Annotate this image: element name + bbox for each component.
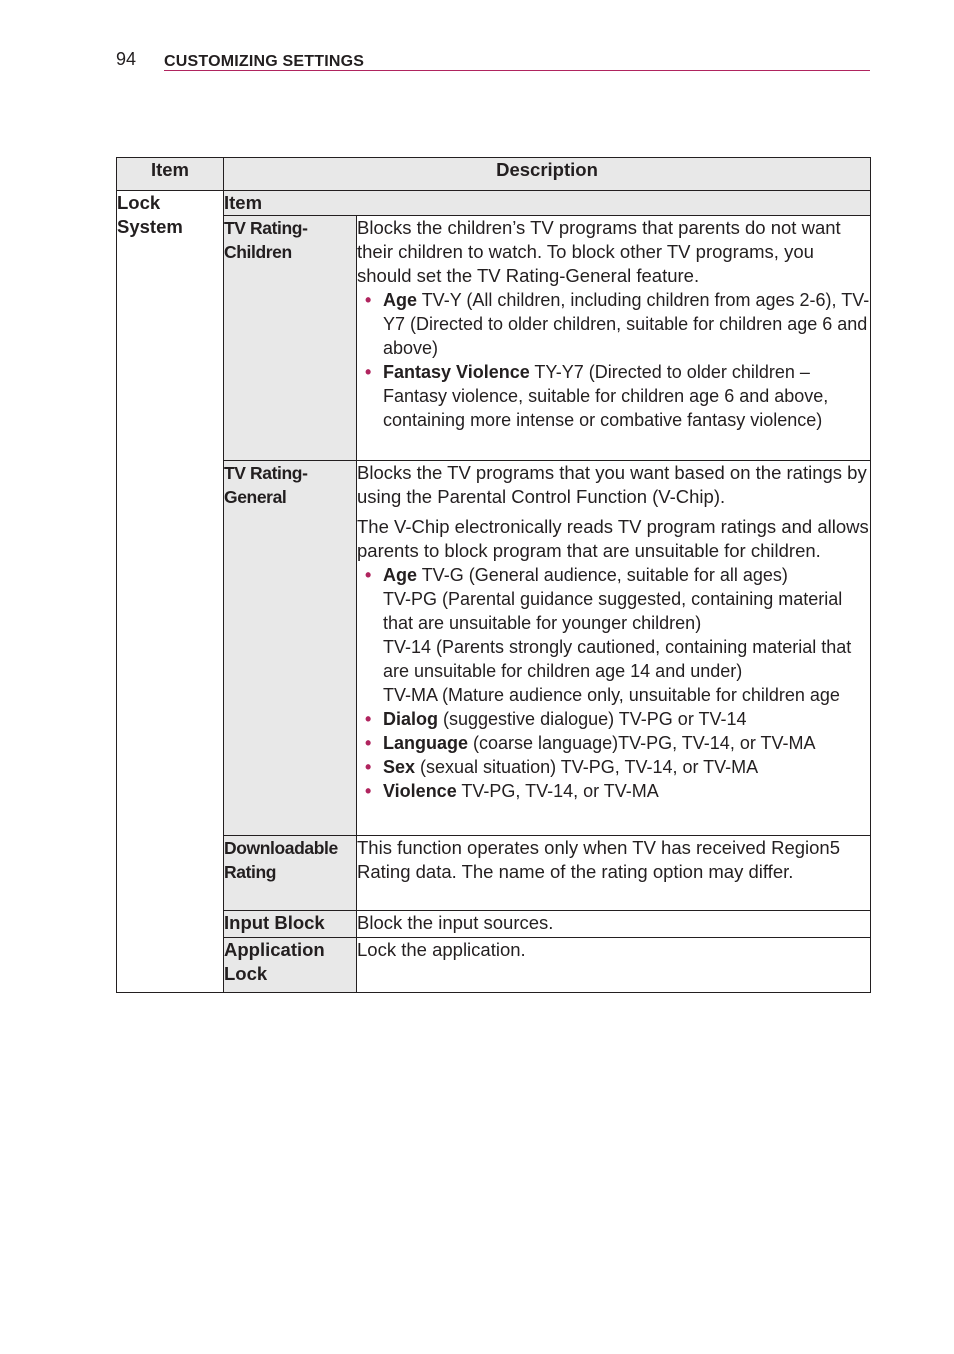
table-header-row bbox=[117, 158, 871, 191]
bullet-term: Age bbox=[383, 565, 418, 585]
sub-header-row bbox=[117, 191, 871, 216]
bullet-text: TV-PG, TV-14, or TV-MA bbox=[456, 781, 659, 801]
page-number: 94 bbox=[116, 49, 137, 69]
bullet-dot-icon: • bbox=[365, 757, 372, 777]
item-name-cell: Application Lock bbox=[224, 938, 357, 993]
bullet-dot-icon: • bbox=[365, 565, 372, 585]
bullet-term: Dialog bbox=[383, 709, 439, 729]
description-paragraph: Lock the application. bbox=[357, 939, 526, 960]
description-cell bbox=[357, 216, 871, 461]
bullet-item bbox=[357, 755, 870, 779]
item-name-cell: TV Rating-Children bbox=[224, 216, 357, 461]
item-name-cell: TV Rating-General bbox=[224, 461, 357, 836]
bullet-term: Language bbox=[383, 733, 469, 753]
bullet-term: Fantasy Violence bbox=[383, 362, 530, 382]
page-header bbox=[116, 46, 870, 72]
bullet-dot-icon: • bbox=[365, 781, 372, 801]
bullet-dot-icon: • bbox=[365, 733, 372, 753]
bullet-list bbox=[357, 288, 870, 432]
category-cell: Lock System bbox=[117, 191, 224, 993]
description-cell bbox=[357, 461, 871, 836]
bullet-text: (suggestive dialogue) TV-PG or TV-14 bbox=[438, 709, 747, 729]
bullet-dot-icon: • bbox=[365, 709, 372, 729]
description-cell bbox=[357, 836, 871, 911]
column-header-description: Description bbox=[224, 158, 871, 191]
bullet-term: Violence bbox=[383, 781, 457, 801]
bullet-term: Age bbox=[383, 290, 418, 310]
bullet-text: TV-G (General audience, suitable for all ages) bbox=[417, 565, 788, 585]
sub-item-header: Item bbox=[224, 191, 871, 216]
description-paragraph: Block the input sources. bbox=[357, 912, 554, 933]
table-row bbox=[117, 938, 871, 993]
bullet-term: Sex bbox=[383, 757, 416, 777]
header-rule bbox=[164, 70, 870, 71]
bullet-continuation: TV-PG (Parental guidance suggested, containing material that are unsuitable for younger children) bbox=[383, 589, 843, 633]
bullet-dot-icon: • bbox=[365, 290, 372, 310]
table-row bbox=[117, 836, 871, 911]
description-paragraph: This function operates only when TV has received Region5 Rating data. The name of the rating option may differ. bbox=[357, 837, 840, 882]
bullet-item bbox=[357, 779, 870, 803]
bullet-continuation: TV-MA (Mature audience only, unsuitable for children age bbox=[383, 685, 840, 705]
description-paragraph: Blocks the children’s TV programs that parents do not want their children to watch. To block other TV programs, you should set the TV Rating-General feature. bbox=[357, 217, 841, 286]
section-title: CUSTOMIZING SETTINGS bbox=[164, 53, 365, 70]
table-row bbox=[117, 461, 871, 836]
description-paragraph: The V-Chip electronically reads TV program ratings and allows parents to block program that are unsuitable for children. bbox=[357, 516, 869, 561]
description-cell bbox=[357, 938, 871, 993]
bullet-text: TY-Y7 (Directed to older children – Fantasy violence, suitable for children age 6 and above, containing more intense or combative fantasy violence) bbox=[383, 362, 829, 430]
bullet-item bbox=[357, 288, 870, 360]
bullet-continuation: TV-14 (Parents strongly cautioned, containing material that are unsuitable for children age 14 and under) bbox=[383, 637, 852, 681]
bullet-item bbox=[357, 563, 870, 707]
settings-table bbox=[116, 157, 871, 993]
table-row bbox=[117, 911, 871, 938]
bullet-item bbox=[357, 707, 870, 731]
item-name-cell: Input Block bbox=[224, 911, 357, 938]
bullet-text: (sexual situation) TV-PG, TV-14, or TV-MA bbox=[415, 757, 759, 777]
bullet-text: (coarse language)TV-PG, TV-14, or TV-MA bbox=[468, 733, 816, 753]
column-header-item: Item bbox=[117, 158, 224, 191]
table-row bbox=[117, 216, 871, 461]
description-cell bbox=[357, 911, 871, 938]
item-name-cell: Downloadable Rating bbox=[224, 836, 357, 911]
description-paragraph: Blocks the TV programs that you want based on the ratings by using the Parental Control Function (V-Chip). bbox=[357, 462, 867, 507]
bullet-dot-icon: • bbox=[365, 362, 372, 382]
bullet-item bbox=[357, 731, 870, 755]
bullet-text: TV-Y (All children, including children from ages 2-6), TV-Y7 (Directed to older children, suitable for children age 6 and above) bbox=[383, 290, 870, 358]
bullet-item bbox=[357, 360, 870, 432]
bullet-list bbox=[357, 563, 870, 803]
